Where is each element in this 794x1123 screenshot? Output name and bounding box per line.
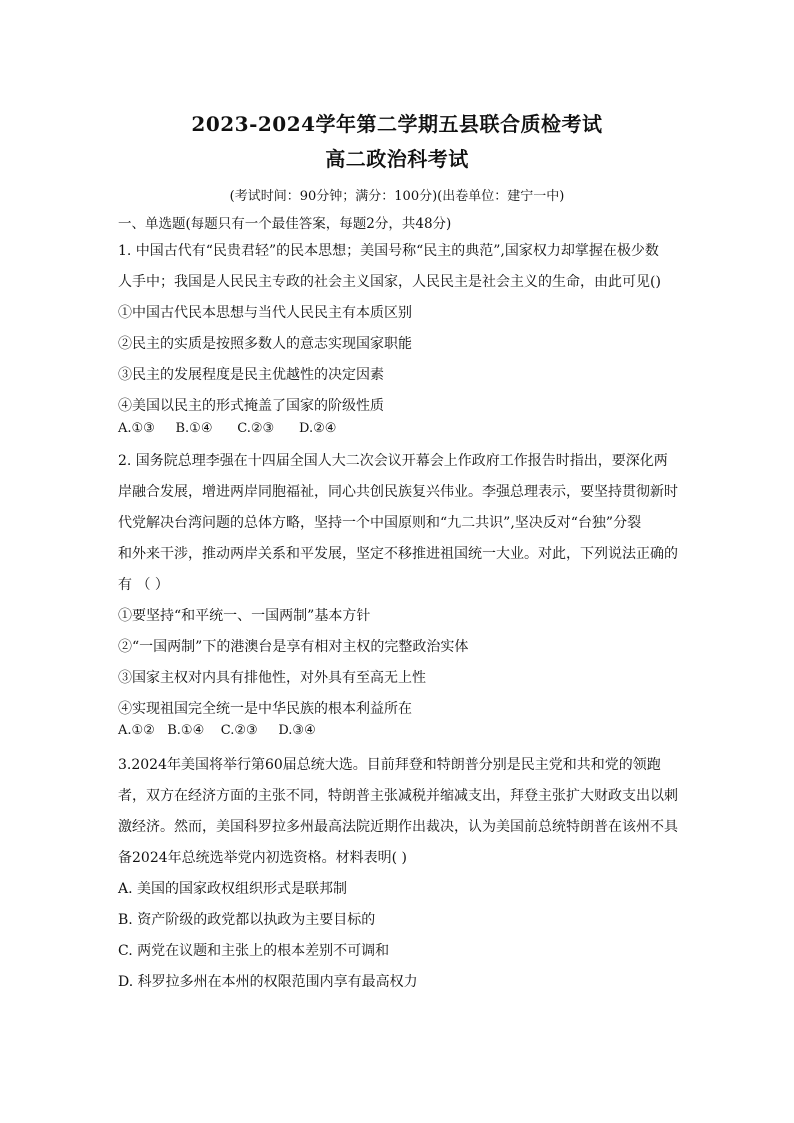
- question-stem-line: 有 （ ）: [118, 577, 169, 593]
- exam-info: (考试时间：90分钟；满分：100分)(出卷单位：建宁一中): [229, 189, 565, 204]
- answer-choice: D. 科罗拉多州在本州的权限范围内享有最高权力: [118, 974, 418, 990]
- section-heading: 一、单选题(每题只有一个最佳答案，每题2分，共48分): [118, 216, 452, 232]
- question-stem-line: 代党解决台湾问题的总体方略，坚持一个中国原则和“九二共识”,坚决反对“台独”分裂: [118, 515, 642, 531]
- question-stem-line: 备2024年总统选举党内初选资格。材料表明( ): [118, 850, 408, 866]
- statement: ②民主的实质是按照多数人的意志实现国家职能: [118, 336, 412, 352]
- answer-options: A.①② B.①④ C.②③ D.③④: [118, 723, 316, 738]
- question-stem-line: 2. 国务院总理李强在十四届全国人大二次会议开幕会上作政府工作报告时指出，要深化两: [118, 453, 668, 469]
- question-stem-line: 3.2024年美国将举行第60届总统大选。目前拜登和特朗普分别是民主党和共和党的领跑: [118, 757, 661, 773]
- question-stem-line: 和外来干涉，推动两岸关系和平发展，坚定不移推进祖国统一大业。对此，下列说法正确的: [118, 546, 678, 562]
- statement: ④实现祖国完全统一是中华民族的根本利益所在: [118, 701, 412, 717]
- statement: ①中国古代民本思想与当代人民民主有本质区别: [118, 305, 412, 321]
- answer-options: A.①③ B.①④ C.②③ D.②④: [118, 421, 337, 436]
- answer-choice: B. 资产阶级的政党都以执政为主要目标的: [118, 912, 376, 928]
- answer-choice: C. 两党在议题和主张上的根本差别不可调和: [118, 943, 390, 959]
- statement: ③民主的发展程度是民主优越性的决定因素: [118, 367, 384, 383]
- question-stem-line: 1. 中国古代有“民贵君轻”的民本思想；美国号称“民主的典范”,国家权力却掌握在极少数: [118, 243, 659, 259]
- exam-subtitle: 高二政治科考试: [325, 147, 469, 171]
- answer-choice: A. 美国的国家政权组织形式是联邦制: [118, 881, 348, 897]
- statement: ④美国以民主的形式掩盖了国家的阶级性质: [118, 398, 384, 414]
- exam-title: 2023-2024学年第二学期五县联合质检考试: [191, 112, 603, 136]
- statement: ②“一国两制”下的港澳台是享有相对主权的完整政治实体: [118, 639, 469, 655]
- question-stem-line: 者，双方在经济方面的主张不同，特朗普主张减税并缩减支出，拜登主张扩大财政支出以刺: [118, 788, 678, 804]
- statement: ③国家主权对内具有排他性，对外具有至高无上性: [118, 670, 426, 686]
- statement: ①要坚持“和平统一、一国两制”基本方针: [118, 608, 371, 624]
- question-stem-line: 人手中；我国是人民民主专政的社会主义国家，人民民主是社会主义的生命，由此可见(): [118, 274, 661, 290]
- question-stem-line: 激经济。然而，美国科罗拉多州最高法院近期作出裁决，认为美国前总统特朗普在该州不具: [118, 819, 678, 835]
- question-stem-line: 岸融合发展，增进两岸同胞福祉，同心共创民族复兴伟业。李强总理表示，要坚持贯彻新时: [118, 484, 678, 500]
